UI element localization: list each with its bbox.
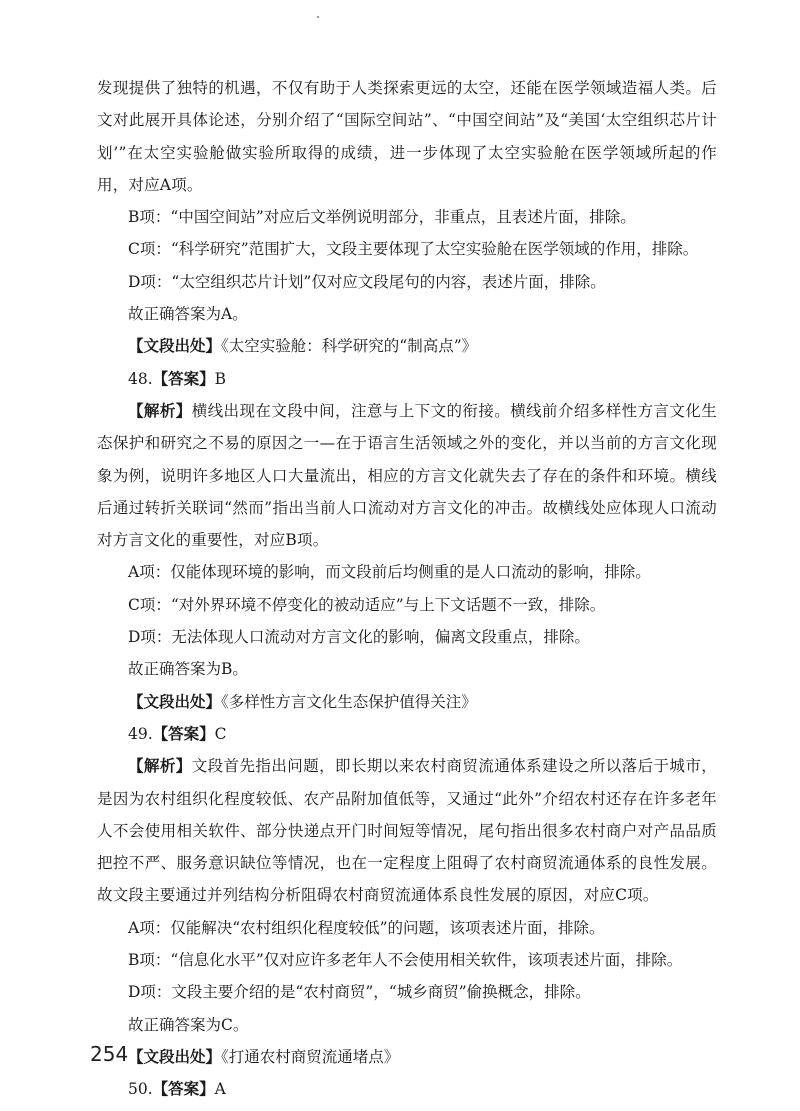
q47-option-b: B项：“中国空间站”对应后文举例说明部分，非重点，且表述片面，排除。 <box>128 208 636 227</box>
q49-analysis <box>97 750 717 911</box>
question-number: 49. <box>128 724 153 743</box>
answer-label: 【答案】 <box>152 369 215 388</box>
question-number: 50. <box>128 1080 153 1099</box>
scan-mark <box>317 16 319 18</box>
q48-conclusion: 故正确答案为B。 <box>128 660 248 679</box>
analysis-label: 【解析】 <box>128 401 192 420</box>
q49-conclusion: 故正确答案为C。 <box>128 1015 249 1034</box>
question-number: 48. <box>128 369 153 388</box>
answer-value: B <box>214 369 227 388</box>
top-paragraph: 发现提供了独特的机遇，不仅有助于人类探索更远的太空，还能在医学领域造福人类。后文对此展开具体论述，分别介绍了“国际空间站”、“中国空间站”及“美国‘太空组织芯片计划’”在太空实验舱做实验所取得的成绩，进一步体现了太空实验舱在医学领域所起的作用，对应A项。 <box>97 79 717 194</box>
q48-heading <box>97 363 717 395</box>
q47-option-d: D项：“太空组织芯片计划”仅对应文段尾句的内容，表述片面，排除。 <box>128 272 606 291</box>
analysis-text: 文段首先指出问题，即长期以来农村商贸流通体系建设之所以落后于城市，是因为农村组织化程度较低、农产品附加值低等，又通过“此外”介绍农村还存在许多老年人不会使用相关软件、部分快递点开门时间短等情况，尾句指出很多农村商户对产品品质把控不严、服务意识缺位等情况，也在一定程度上阻碍了农村商贸流通体系的良性发展。故文段主要通过并列结构分析阻碍农村商贸流通体系良性发展的原因，对应C项。 <box>97 757 717 905</box>
source-label: 【文段出处】 <box>128 692 222 711</box>
source-text: 《太空实验舱：科学研究的“制高点”》 <box>221 337 478 356</box>
q47-source <box>97 330 717 362</box>
source-label: 【文段出处】 <box>128 1047 222 1066</box>
q49-option-b: B项：“信息化水平”仅对应许多老年人不会使用相关软件，该项表述片面，排除。 <box>128 951 683 970</box>
page-content <box>97 72 717 1106</box>
q49-option-d: D项：文段主要介绍的是“农村商贸”，“城乡商贸”偷换概念，排除。 <box>128 983 591 1002</box>
q50-heading <box>97 1073 717 1105</box>
q49-option-a: A项：仅能解决“农村组织化程度较低”的问题，该项表述片面，排除。 <box>128 918 605 937</box>
answer-value: C <box>214 724 227 743</box>
answer-value: A <box>214 1080 226 1099</box>
answer-label: 【答案】 <box>152 724 215 743</box>
q49-source <box>97 1041 717 1073</box>
q47-option-c: C项：“科学研究”范围扩大，文段主要体现了太空实验舱在医学领域的作用，排除。 <box>128 240 699 259</box>
analysis-text: 横线出现在文段中间，注意与上下文的衔接。横线前介绍多样性方言文化生态保护和研究之不易的原因之一—在于语言生活领域之外的变化，并以当前的方言文化现象为例，说明许多地区人口大量流出，相应的方言文化就失去了存在的条件和环境。横线后通过转折关联词“然而”指出当前人口流动对方言文化的冲击。故横线处应体现人口流动对方言文化的重要性，对应B项。 <box>97 401 717 550</box>
source-text: 《多样性方言文化生态保护值得关注》 <box>221 692 477 711</box>
q47-conclusion: 故正确答案为A。 <box>128 305 248 324</box>
q48-option-d: D项：无法体现人口流动对方言文化的影响，偏离文段重点，排除。 <box>128 628 590 647</box>
source-text: 《打通农村商贸流通堵点》 <box>221 1047 400 1066</box>
analysis-label: 【解析】 <box>128 757 192 776</box>
q48-option-c: C项：“对外界环境不停变化的被动适应”与上下文话题不一致，排除。 <box>128 595 606 614</box>
q49-heading <box>97 718 717 750</box>
q48-option-a: A项：仅能体现环境的影响，而文段前后均侧重的是人口流动的影响，排除。 <box>128 563 651 582</box>
q48-source <box>97 686 717 718</box>
source-label: 【文段出处】 <box>128 337 222 356</box>
answer-label: 【答案】 <box>152 1080 215 1099</box>
q48-analysis <box>97 395 717 556</box>
page-number: 254 <box>90 1042 129 1066</box>
